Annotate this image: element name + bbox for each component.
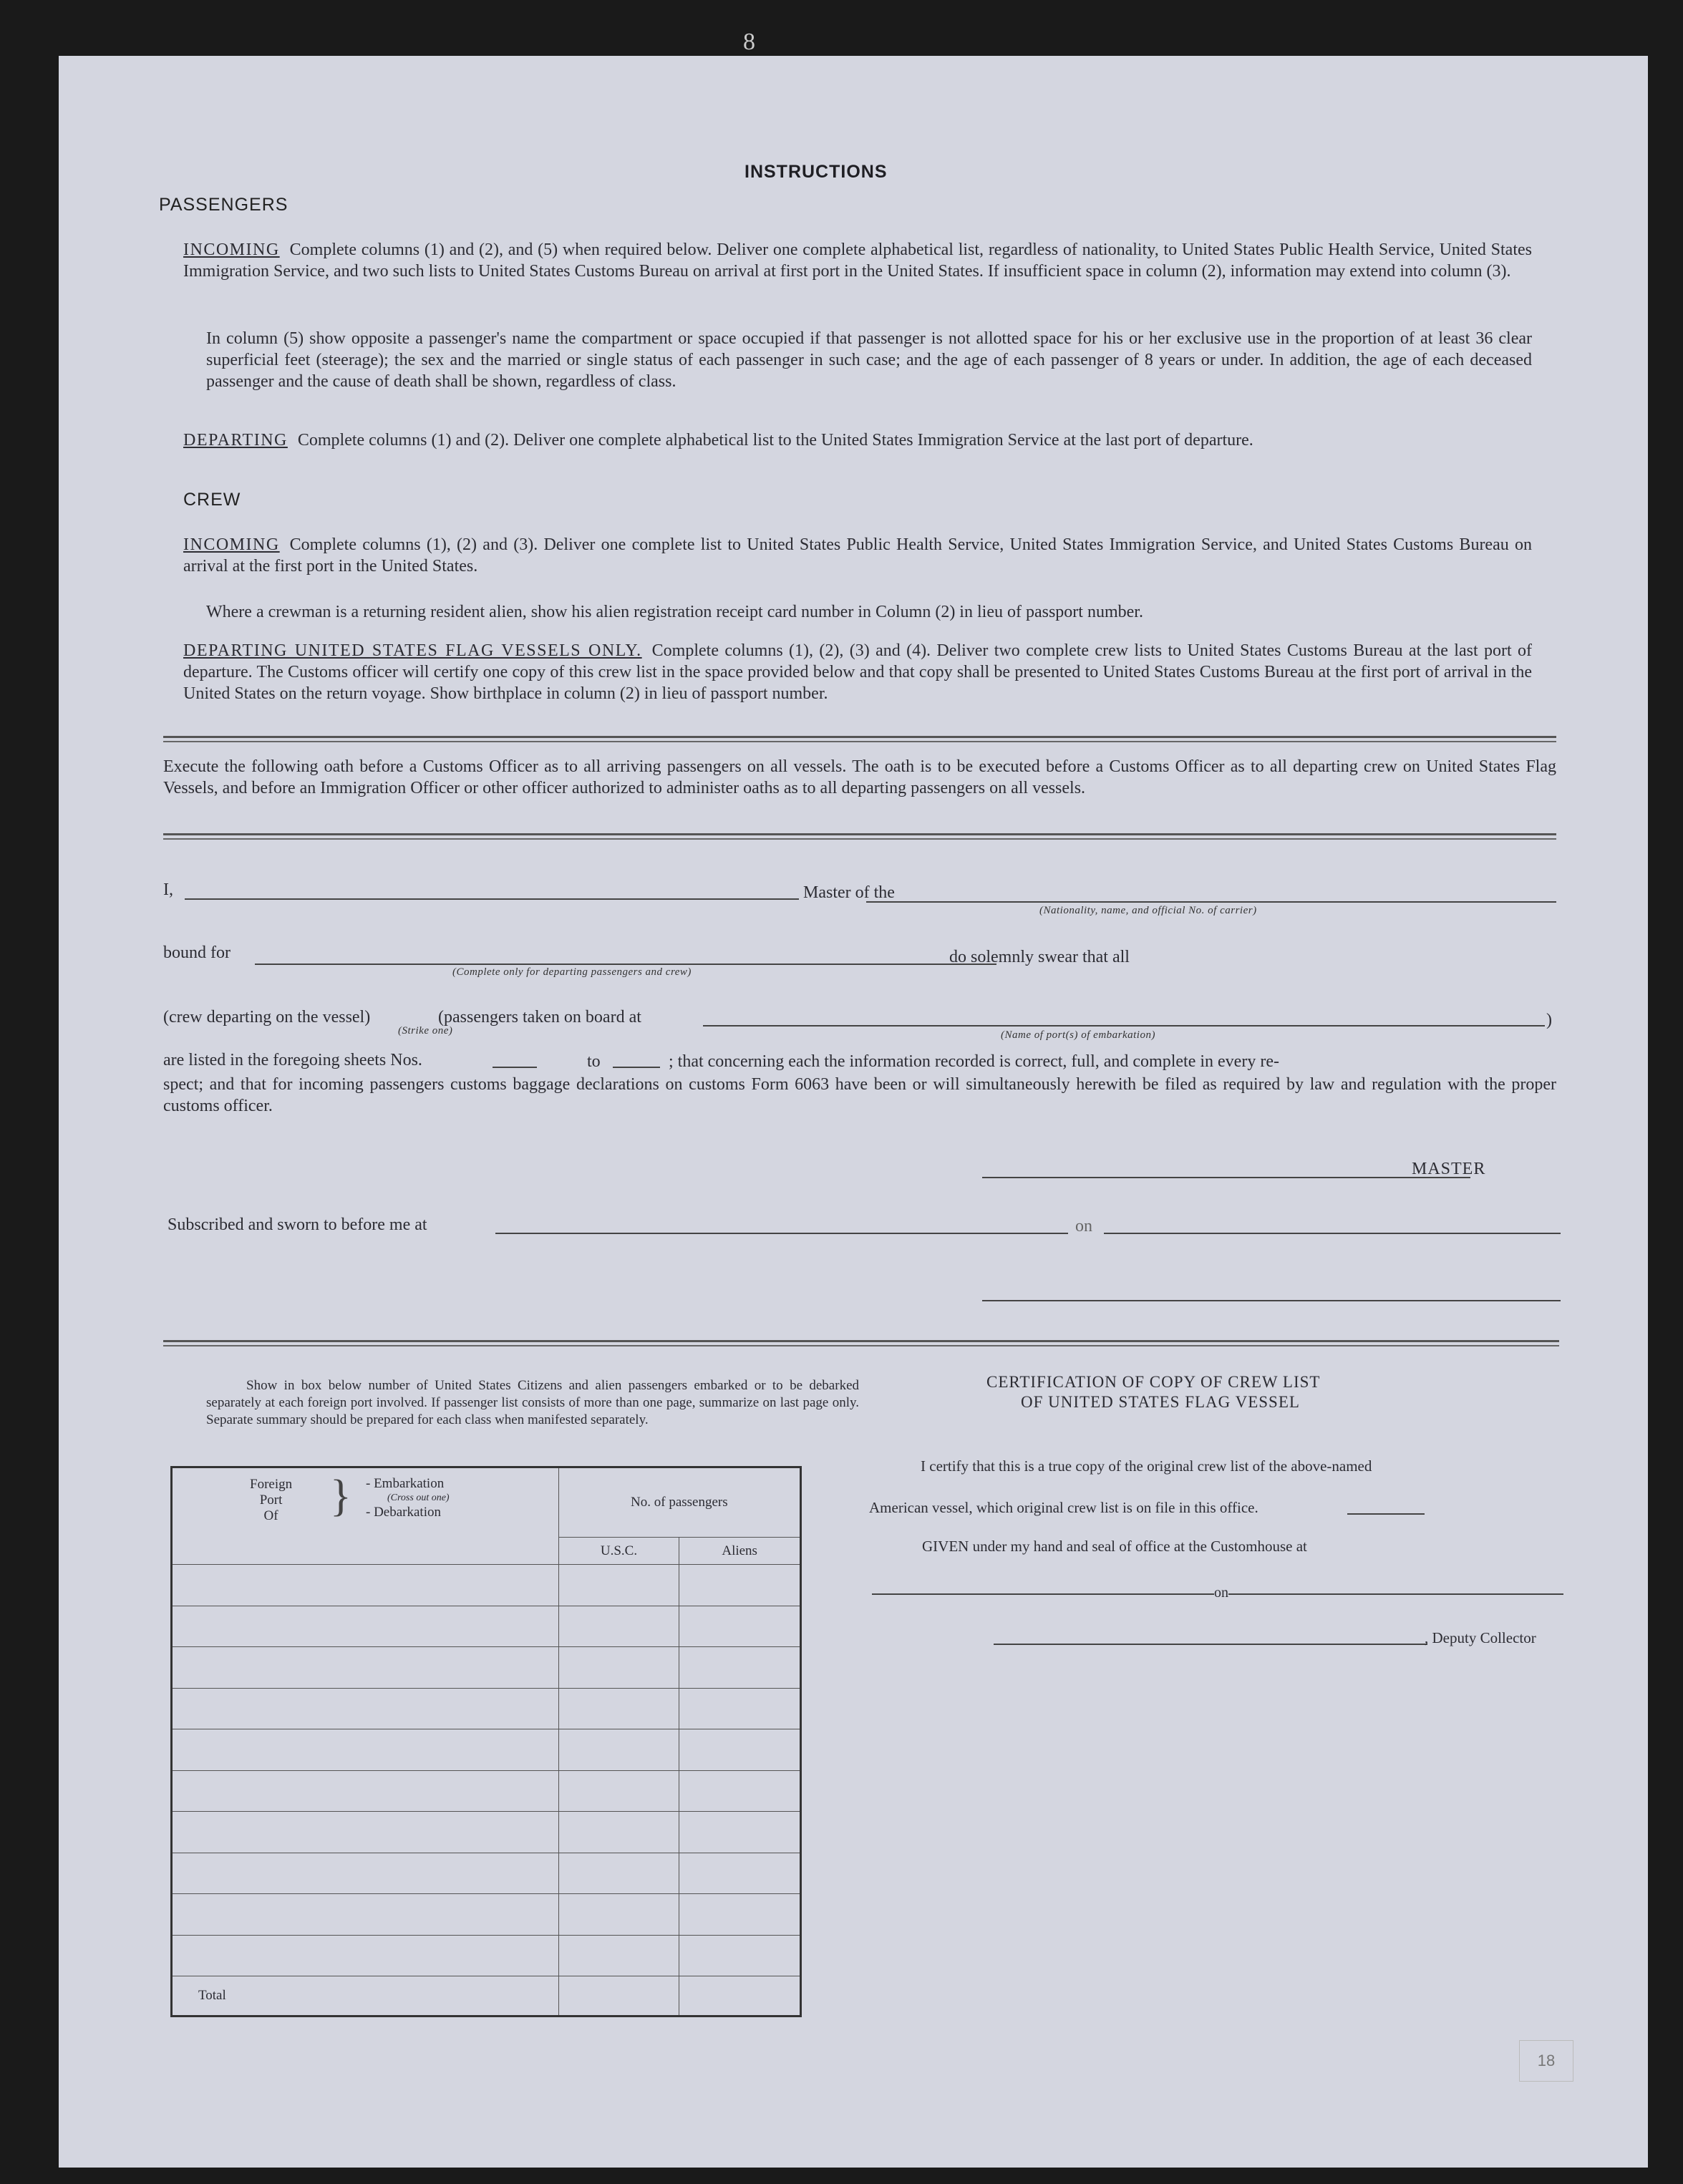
subscribed-on-label: on	[1075, 1217, 1092, 1236]
total-aliens-cell[interactable]	[679, 1976, 801, 2016]
aliens-cell[interactable]	[679, 1812, 801, 1853]
cross-out-note: (Cross out one)	[387, 1493, 450, 1503]
embarkation-label: - Embarkation	[366, 1476, 445, 1491]
sheets-text-c: spect; and that for incoming passengers customs baggage declarations on customs Form 6063 have been or will simultaneously herewith be filed as required by law and regulation with the proper customs officer.	[163, 1075, 1556, 1115]
close-paren: )	[1546, 1011, 1552, 1029]
usc-cell[interactable]	[558, 1688, 679, 1729]
summary-row	[172, 1770, 801, 1812]
port-cell[interactable]	[172, 1729, 559, 1771]
port-cell[interactable]	[172, 1770, 559, 1812]
aliens-cell[interactable]	[679, 1606, 801, 1647]
carrier-note: (Nationality, name, and official No. of carrier)	[1039, 905, 1257, 916]
divider-1	[163, 736, 1556, 742]
certification-title-1: CERTIFICATION OF COPY OF CREW LIST	[986, 1373, 1321, 1391]
usc-cell[interactable]	[558, 1565, 679, 1606]
oath-i-label: I,	[163, 880, 173, 899]
summary-row	[172, 1853, 801, 1894]
subscribed-place-field[interactable]	[495, 1233, 1068, 1234]
summary-row	[172, 1935, 801, 1976]
port-cell[interactable]	[172, 1688, 559, 1729]
summary-row	[172, 1647, 801, 1689]
american-vessel-text: American vessel, which original crew list is on file in this office.	[869, 1499, 1258, 1516]
summary-row	[172, 1729, 801, 1771]
sheet-from-field[interactable]	[493, 1067, 537, 1068]
aliens-cell[interactable]	[679, 1688, 801, 1729]
port-cell[interactable]	[172, 1606, 559, 1647]
master-signature-label: MASTER	[1412, 1160, 1486, 1178]
summary-row	[172, 1894, 801, 1936]
port-cell[interactable]	[172, 1565, 559, 1606]
passenger-summary-table	[170, 1466, 802, 2017]
no-passengers-header: No. of passengers	[558, 1467, 800, 1538]
master-of-the-label: Master of the	[803, 883, 895, 902]
carrier-field[interactable]	[866, 901, 1556, 903]
crew-heading: CREW	[183, 490, 241, 510]
given-text: GIVEN under my hand and seal of office at the Customhouse at	[922, 1538, 1307, 1555]
aliens-cell[interactable]	[679, 1647, 801, 1689]
crew-incoming-lead: INCOMING	[183, 535, 280, 554]
crew-departing-text: Complete columns (1), (2), (3) and (4). Deliver two complete crew lists to United States Customs Bureau at the last port of departure. The Customs officer will certify one copy of this crew list in the space provided below and that copy shall be presented to United States Customs Bureau at the first port of arrival in the United States on the return voyage. Show birthplace in column (2) in lieu of passport number.	[183, 641, 1532, 703]
instructions-title: INSTRUCTIONS	[745, 162, 888, 182]
crew-incoming-text: Complete columns (1), (2) and (3). Deliver one complete list to United States Public Health Service, United States Immigration Service, and United States Customs Bureau on arrival at the first port in the United States.	[183, 535, 1532, 576]
usc-cell[interactable]	[558, 1894, 679, 1936]
sheet-number: 18	[1537, 2052, 1556, 2069]
oath-intro-paragraph: Execute the following oath before a Customs Officer as to all arriving passengers on all vessels. The oath is to be executed before a Customs Officer as to all departing crew on United States Flag Vessels, and before an Immigration Officer or other officer authorized to administer oaths as to all departing passengers on all vessels.	[163, 757, 1556, 797]
total-label: Total	[198, 1988, 226, 2003]
passengers-incoming-paragraph	[183, 239, 1532, 282]
usc-cell[interactable]	[558, 1935, 679, 1976]
port-cell[interactable]	[172, 1647, 559, 1689]
aliens-cell[interactable]	[679, 1853, 801, 1894]
passengers-incoming-lead: INCOMING	[183, 241, 280, 259]
divider-2	[163, 833, 1556, 840]
summary-row	[172, 1565, 801, 1606]
form-sheet	[59, 29, 1648, 2168]
aliens-header: Aliens	[679, 1538, 801, 1565]
usc-cell[interactable]	[558, 1647, 679, 1689]
sheets-text-a: are listed in the foregoing sheets Nos.	[163, 1051, 422, 1069]
passengers-departing-lead: DEPARTING	[183, 431, 288, 450]
certify-text: I certify that this is a true copy of the original crew list of the above-named	[921, 1457, 1372, 1475]
summary-instructions: Show in box below number of United States Citizens and alien passengers embarked or to be debarked separately at each foreign port involved. If passenger list consists of more than one page, summarize on last page only. Separate summary should be prepared for each class when manifested separately.	[206, 1378, 859, 1427]
bound-for-note: (Complete only for departing passengers and crew)	[452, 966, 692, 978]
master-signature-field[interactable]	[982, 1177, 1470, 1178]
passengers-departing-paragraph	[183, 429, 1532, 451]
strike-one-note: (Strike one)	[398, 1025, 453, 1037]
summary-row	[172, 1688, 801, 1729]
american-vessel-field[interactable]	[1347, 1513, 1425, 1515]
passengers-departing-text: Complete columns (1) and (2). Deliver one complete alphabetical list to the United States Immigration Service at the last port of departure.	[297, 431, 1253, 450]
port-note: (Name of port(s) of embarkation)	[1001, 1029, 1155, 1041]
total-cell	[172, 1976, 559, 2016]
deputy-collector-label: , Deputy Collector	[1425, 1629, 1536, 1646]
passengers-taken-option[interactable]: (passengers taken on board at	[438, 1008, 641, 1027]
sheets-text-b: ; that concerning each the information recorded is correct, full, and complete in every re-	[669, 1052, 1279, 1071]
usc-cell[interactable]	[558, 1812, 679, 1853]
sheet-number-stamp	[1519, 2040, 1573, 2082]
summary-rows	[172, 1565, 801, 1976]
deputy-signature-field[interactable]	[994, 1644, 1427, 1645]
bound-for-field[interactable]	[255, 964, 996, 965]
crew-departing-paragraph	[183, 640, 1532, 704]
crew-departing-option[interactable]: (crew departing on the vessel)	[163, 1008, 371, 1027]
aliens-cell[interactable]	[679, 1565, 801, 1606]
aliens-cell[interactable]	[679, 1729, 801, 1771]
debarkation-label: - Debarkation	[366, 1505, 441, 1520]
top-handwritten-mark: 8	[743, 29, 755, 55]
summary-row	[172, 1606, 801, 1647]
officer-signature-field[interactable]	[982, 1300, 1561, 1301]
swear-label: do solemnly swear that all	[949, 948, 1130, 966]
usc-cell[interactable]	[558, 1770, 679, 1812]
usc-cell[interactable]	[558, 1853, 679, 1894]
certification-title-2: OF UNITED STATES FLAG VESSEL	[1021, 1393, 1300, 1411]
aliens-cell[interactable]	[679, 1770, 801, 1812]
port-cell[interactable]	[172, 1894, 559, 1936]
sheet-to-field[interactable]	[613, 1067, 660, 1068]
port-cell[interactable]	[172, 1853, 559, 1894]
port-header-cell	[172, 1467, 559, 1565]
subscribed-label: Subscribed and sworn to before me at	[168, 1215, 427, 1234]
crew-returning-paragraph: Where a crewman is a returning resident alien, show his alien registration receipt card number in Column (2) in lieu of passport number.	[206, 603, 1143, 621]
subscribed-date-field[interactable]	[1104, 1233, 1561, 1234]
summary-row	[172, 1812, 801, 1853]
crew-incoming-paragraph	[183, 534, 1532, 577]
header-of: Of	[263, 1508, 278, 1523]
brace: }	[330, 1472, 351, 1520]
usc-cell[interactable]	[558, 1606, 679, 1647]
divider-3	[163, 1340, 1559, 1346]
header-port: Port	[259, 1493, 283, 1508]
aliens-cell[interactable]	[679, 1935, 801, 1976]
aliens-cell[interactable]	[679, 1894, 801, 1936]
passengers-column5-paragraph: In column (5) show opposite a passenger's name the compartment or space occupied if that passenger is not allotted space for his or her exclusive use in the proportion of at least 36 clear superficial feet (steerage); the sex and the married or single status of each passenger in such case; and the age of each passenger of 8 years or under. In addition, the age of each deceased passenger and the cause of death shall be shown, regardless of class.	[206, 329, 1532, 391]
embarkation-port-field[interactable]	[703, 1025, 1545, 1027]
bound-for-label: bound for	[163, 943, 231, 962]
total-usc-cell[interactable]	[558, 1976, 679, 2016]
port-cell[interactable]	[172, 1812, 559, 1853]
master-name-field[interactable]	[185, 898, 799, 900]
crew-departing-lead: DEPARTING UNITED STATES FLAG VESSELS ONLY.	[183, 641, 642, 660]
sheets-to-label: to	[587, 1052, 601, 1071]
header-foreign: Foreign	[250, 1477, 293, 1492]
passengers-incoming-text: Complete columns (1) and (2), and (5) when required below. Deliver one complete alphabetical list, regardless of nationality, to United States Public Health Service, United States Immigration Service, and two such lists to United States Customs Bureau on arrival at first port in the United States. If insufficient space in column (2), information may extend into column (3).	[183, 241, 1532, 281]
usc-header: U.S.C.	[558, 1538, 679, 1565]
usc-cell[interactable]	[558, 1729, 679, 1771]
port-cell[interactable]	[172, 1935, 559, 1976]
cert-on-label: on	[1214, 1585, 1228, 1601]
passengers-heading: PASSENGERS	[159, 195, 288, 215]
